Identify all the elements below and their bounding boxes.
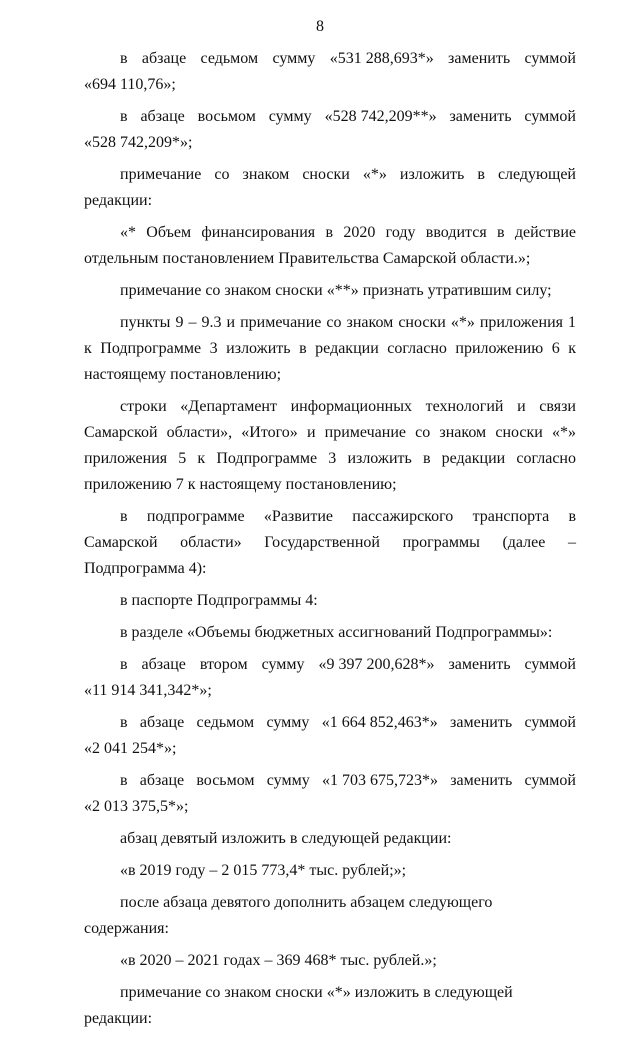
spread-line [84,104,576,130]
paragraph-amend-2 [84,104,576,156]
paragraph-amend-12 [84,710,576,762]
spread-line [84,710,576,736]
word: в [120,772,128,789]
paragraph-continuation: «694 110,76»; [84,76,176,93]
word: сумму [268,108,312,125]
paragraph-3: примечание со знаком сноски «*» изложить в следующей редакции: [84,166,576,209]
word: в [120,50,128,67]
paragraph-8: в подпрограмме «Развитие пассажирского транспорта в Самарской области» Государственной программы (далее – Подпрограмма 4): [84,508,576,577]
word: суммой [524,108,576,125]
word: заменить [448,656,511,673]
word: седьмом [200,50,259,67]
paragraph-17: «в 2020 – 2021 годах – 369 468* тыс. рублей.»; [120,952,437,969]
word: в [120,656,128,673]
paragraph-continuation: «528 742,209*»; [84,134,193,151]
word: восьмом [196,772,255,789]
paragraph-continuation: «2 013 375,5*»; [84,798,189,815]
paragraph-9: в паспорте Подпрограммы 4: [120,592,318,609]
word: «1 664 852,463*» [321,714,438,731]
word: абзаце [141,656,186,673]
paragraph-7: строки «Департамент информационных технологий и связи Самарской области», «Итого» и примечание со знаком сноски «*» приложения 5 к Подпрограмме 3 изложить в редакции согласно приложению 7 к настоящему постановлению; [84,398,576,493]
paragraph-5: примечание со знаком сноски «**» признать утратившим силу; [120,282,552,299]
word: суммой [524,772,576,789]
paragraph-18: примечание со знаком сноски «*» изложить в следующей редакции: [84,984,513,1027]
page-number: 8 [316,18,324,35]
word: абзаце [140,108,185,125]
word: сумму [272,50,316,67]
paragraph-4: «* Объем финансирования в 2020 году вводится в действие отдельным постановлением Правительства Самарской области.»; [84,224,576,267]
word: абзаце [139,772,185,789]
word: суммой [524,50,576,67]
word: суммой [524,656,576,673]
paragraph-amend-11 [84,652,576,704]
word: заменить [448,50,511,67]
paragraph-continuation: «11 914 341,342*»; [84,682,212,699]
word: седьмом [196,714,255,731]
word: «531 288,693*» [329,50,434,67]
word: сумму [266,714,310,731]
paragraph-16: после абзаца девятого дополнить абзацем следующего содержания: [84,894,493,937]
word: «9 397 200,628*» [318,656,435,673]
word: сумму [266,772,310,789]
word: абзаце [139,714,185,731]
word: в [120,108,128,125]
paragraph-10: в разделе «Объемы бюджетных ассигнований Подпрограммы»: [120,624,553,641]
document-body [84,46,576,1038]
spread-line [84,768,576,794]
paragraph-15: «в 2019 году – 2 015 773,4* тыс. рублей;»; [120,862,407,879]
word: абзаце [141,50,187,67]
word: суммой [524,714,576,731]
spread-line [84,46,576,72]
word: в [120,714,128,731]
word: сумму [261,656,305,673]
word: заменить [449,108,512,125]
paragraph-14: абзац девятый изложить в следующей редакции: [120,830,452,847]
spread-line [84,652,576,678]
paragraph-amend-1 [84,46,576,98]
paragraph-continuation: «2 041 254*»; [84,740,177,757]
word: восьмом [197,108,256,125]
word: «528 742,209**» [324,108,437,125]
paragraph-amend-13 [84,768,576,820]
word: «1 703 675,723*» [321,772,438,789]
word: заменить [450,772,513,789]
word: заменить [450,714,513,731]
paragraph-6: пункты 9 – 9.3 и примечание со знаком сноски «*» приложения 1 к Подпрограмме 3 изложить в редакции согласно приложению 6 к настоящему постановлению; [84,314,576,383]
word: втором [199,656,248,673]
